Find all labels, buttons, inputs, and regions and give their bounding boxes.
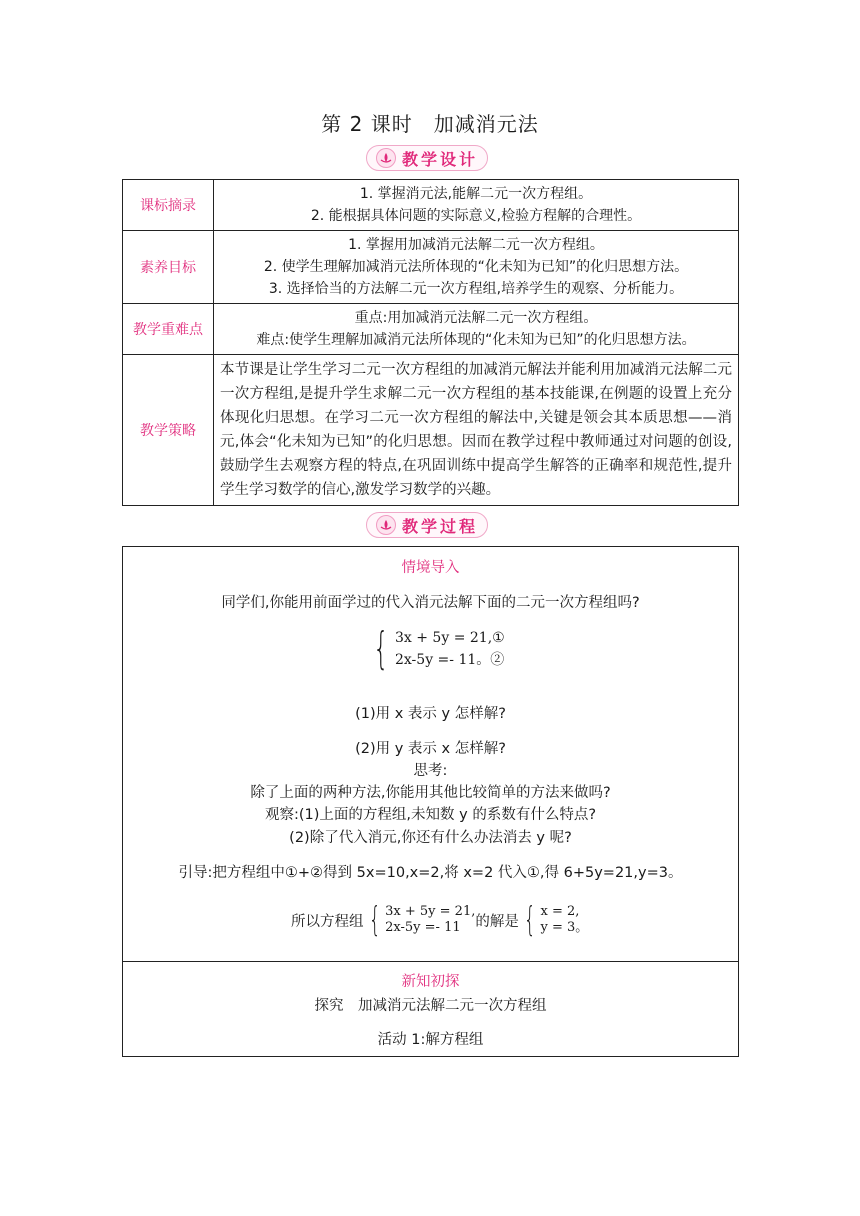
section-heading: 新知初探: [401, 974, 460, 990]
teaching-process-box: [122, 546, 739, 1057]
observe-2: (2)除了代入消元,你还有什么办法消去 y 呢?: [289, 830, 572, 846]
row-content: [214, 231, 739, 304]
teaching-design-badge: [366, 145, 488, 171]
conclusion-row: [291, 900, 589, 940]
badge-label: 教学设计: [401, 149, 478, 169]
solution-x: x = 2,: [540, 904, 580, 919]
equation-2: 2x-5y =- 11。②: [395, 652, 505, 668]
conclusion-system: [364, 900, 476, 940]
page-title: 第 2 课时 加减消元法: [321, 112, 539, 136]
explore-text: 探究 加减消元法解二元一次方程组: [314, 998, 547, 1014]
strategy-text: 本节课是让学生学习二元一次方程组的加减消元解法并能利用加减消元法解二元一次方程组,是提升学生求解二元一次方程组的基本技能课,在例题的设置上充分体现化归思想。在学习二元一次方程组的解法中,关键是领会其本质思想——消元,体会“化未知为已知”的化归思想。因而在教学过程中教师通过对问题的创设,鼓励学生去观察方程的特点,在巩固训练中提高学生解答的正确率和规范性,提升学生学习数学的信心,激发学习数学的兴趣。: [214, 355, 739, 506]
table-row: [123, 180, 739, 231]
equation-2: 2x-5y =- 11: [385, 920, 461, 935]
row-label: 教学重难点: [123, 304, 214, 355]
situation-section: [123, 547, 738, 962]
conclusion-mid: 的解是: [475, 913, 519, 930]
row-label: 课标摘录: [123, 180, 214, 231]
solution-y: y = 3。: [540, 920, 589, 935]
content-line: 2. 能根据具体问题的实际意义,检验方程解的合理性。: [310, 208, 642, 224]
question-1: (1)用 x 表示 y 怎样解?: [355, 706, 506, 722]
activity-text: 活动 1:解方程组: [377, 1032, 484, 1048]
content-line: 重点:用加减消元法解二元一次方程组。: [354, 310, 598, 326]
guide-text: 引导:把方程组中①+②得到 5x=10,x=2,将 x=2 代入①,得 6+5y=21,y=3。: [178, 865, 683, 881]
content-line: 1. 掌握消元法,能解二元一次方程组。: [359, 186, 593, 202]
content-line: 1. 掌握用加减消元法解二元一次方程组。: [348, 237, 604, 253]
teaching-design-table: [122, 179, 739, 506]
teaching-process-badge: [366, 512, 488, 538]
question-2: (2)用 y 表示 x 怎样解?: [355, 741, 506, 757]
left-brace: {: [373, 623, 389, 674]
intro-text: 同学们,你能用前面学过的代入消元法解下面的二元一次方程组吗?: [221, 595, 640, 611]
lotus-icon: [376, 148, 396, 168]
equation-system: [367, 623, 505, 674]
content-line: 3. 选择恰当的方法解二元一次方程组,培养学生的观察、分析能力。: [268, 281, 684, 297]
observe-1: 观察:(1)上面的方程组,未知数 y 的系数有什么特点?: [264, 807, 597, 823]
new-knowledge-section: [123, 962, 738, 1057]
left-brace: {: [368, 900, 381, 940]
equation-1: 3x + 5y = 21,: [385, 904, 476, 919]
solution-system: [519, 900, 589, 940]
row-label: 素养目标: [123, 231, 214, 304]
conclusion-prefix: 所以方程组: [291, 913, 364, 930]
row-content: [214, 180, 739, 231]
section-heading: 情境导入: [401, 560, 460, 576]
table-row: [123, 231, 739, 304]
left-brace: {: [523, 900, 536, 940]
lotus-icon: [376, 515, 396, 535]
table-row: [123, 355, 739, 506]
table-row: [123, 304, 739, 355]
content-line: 2. 使学生理解加减消元法所体现的“化未知为已知”的化归思想方法。: [263, 259, 689, 275]
badge-label: 教学过程: [401, 516, 478, 536]
content-line: 难点:使学生理解加减消元法所体现的“化未知为已知”的化归思想方法。: [256, 332, 696, 348]
row-content: [214, 304, 739, 355]
think-question: 除了上面的两种方法,你能用其他比较简单的方法来做吗?: [250, 785, 611, 801]
equation-1: 3x + 5y = 21,①: [395, 630, 505, 646]
row-label: 教学策略: [123, 355, 214, 506]
think-label: 思考:: [413, 763, 448, 779]
